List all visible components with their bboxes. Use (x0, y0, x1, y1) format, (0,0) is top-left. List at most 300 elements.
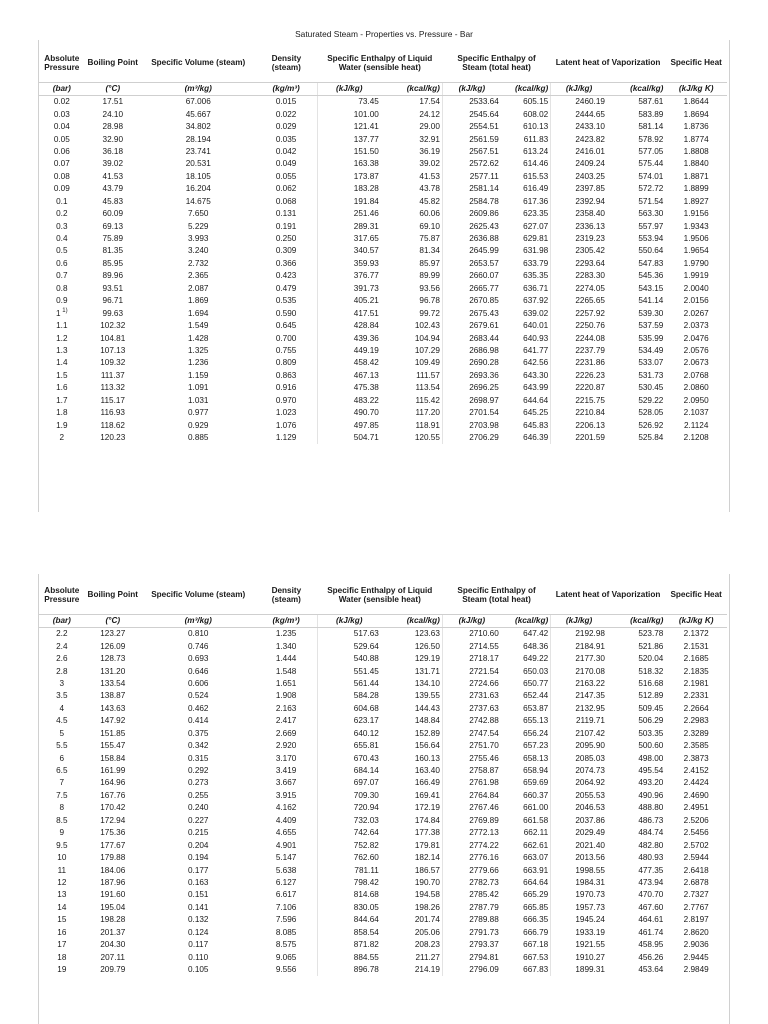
header-latent-heat: Latent heat of Vaporization (555, 58, 661, 67)
table-cell: 2.0860 (683, 383, 709, 393)
table-cell: 2.0476 (683, 333, 709, 343)
table-cell: 1.031 (187, 395, 209, 405)
table-cell: 2226.23 (551, 370, 607, 382)
table-cell: 1.8736 (683, 122, 709, 132)
table-row (39, 877, 727, 889)
table-cell: 627.07 (523, 221, 549, 231)
table-cell: 528.05 (638, 408, 664, 418)
table-cell: 0.746 (187, 641, 209, 651)
table-cell: 9.065 (275, 952, 297, 962)
table-cell: 543.15 (638, 283, 664, 293)
table-cell: 2653.57 (442, 258, 500, 270)
table-cell: 551.45 (317, 665, 381, 677)
table-cell: 2693.36 (442, 370, 500, 382)
table-cell: 608.02 (523, 109, 549, 119)
table-cell: 667.53 (523, 952, 549, 962)
table-cell: 156.64 (414, 741, 440, 751)
table-cell: 2206.13 (551, 419, 607, 431)
table-cell: 359.93 (317, 258, 381, 270)
table-cell: 0.9 (56, 296, 68, 306)
table-row (39, 258, 727, 270)
table-cell: 658.13 (523, 753, 549, 763)
table-cell: 2119.71 (551, 715, 607, 727)
table-cell: 2210.84 (551, 407, 607, 419)
table-cell: 490.70 (317, 407, 381, 419)
table-cell: 2192.98 (551, 628, 607, 641)
table-cell: 151.50 (317, 146, 381, 158)
table-cell: 2703.98 (442, 419, 500, 431)
table-cell: 640.12 (317, 728, 381, 740)
table-cell: 525.84 (638, 433, 664, 443)
table-cell: 516.68 (638, 678, 664, 688)
table-cell: 115.17 (100, 395, 125, 405)
table-cell: 2675.43 (442, 307, 500, 319)
table-cell: 138.87 (100, 691, 126, 701)
unit-cell: (kJ/kg) (442, 83, 500, 96)
table-cell: 639.02 (523, 308, 549, 318)
table-cell: 0.141 (187, 902, 209, 912)
table-body-bottom (39, 628, 727, 977)
table-cell: 2132.95 (551, 703, 607, 715)
table-cell: 118.62 (100, 420, 125, 430)
table-cell: 814.68 (317, 889, 381, 901)
table-cell: 163.38 (317, 158, 381, 170)
table-cell: 1.8 (56, 408, 68, 418)
table-cell: 0.07 (53, 159, 70, 169)
table-cell: 605.15 (523, 97, 549, 107)
table-cell: 391.73 (317, 283, 381, 295)
table-cell: 652.44 (523, 691, 549, 701)
table-cell: 161.99 (100, 766, 126, 776)
table-cell: 0.163 (187, 877, 209, 887)
table-cell: 209.79 (100, 965, 126, 975)
table-cell: 120.55 (414, 433, 440, 443)
table-cell: 2567.51 (442, 146, 500, 158)
table-cell: 0.08 (53, 171, 70, 181)
table-cell: 45.667 (185, 109, 211, 119)
table-cell: 155.47 (100, 741, 126, 751)
table-cell: 4.5 (56, 716, 68, 726)
table-cell: 896.78 (317, 964, 381, 976)
table-row (39, 951, 727, 963)
table-cell: 611.83 (523, 134, 549, 144)
table-row (39, 295, 727, 307)
table-row (39, 96, 727, 109)
unit-cell: (kcal/kg) (501, 615, 551, 628)
table-cell: 2774.22 (442, 839, 500, 851)
table-cell: 1.428 (187, 333, 209, 343)
table-body-top (39, 96, 727, 445)
table-cell: 2.1037 (683, 408, 709, 418)
table-cell: 584.28 (317, 690, 381, 702)
table-cell: 123.63 (414, 629, 440, 639)
table-cell: 520.04 (638, 654, 664, 664)
table-cell: 2793.37 (442, 939, 500, 951)
table-cell: 2584.78 (442, 196, 500, 208)
table-cell: 17.54 (419, 97, 440, 107)
table-row (39, 382, 727, 394)
table-cell: 535.99 (638, 333, 664, 343)
table-cell: 17.51 (102, 97, 124, 107)
table-cell: 41.53 (419, 171, 440, 181)
table-cell: 2055.53 (551, 790, 607, 802)
table-row (39, 839, 727, 851)
header-boiling-point: Boiling Point (87, 58, 139, 67)
table-cell: 490.96 (638, 790, 664, 800)
unit-cell: (kcal/kg) (381, 83, 443, 96)
table-cell: 467.13 (317, 370, 381, 382)
header-specific-volume: Specific Volume (steam) (151, 590, 246, 599)
table-cell: 781.11 (317, 864, 381, 876)
table-cell: 2.5944 (683, 853, 709, 863)
table-cell: 405.21 (317, 295, 381, 307)
table-cell: 2220.87 (551, 382, 607, 394)
table-cell: 147.92 (100, 716, 126, 726)
table-row (39, 245, 727, 257)
table-cell: 7.5 (56, 790, 68, 800)
table-cell: 177.38 (414, 828, 440, 838)
table-cell: 1.129 (275, 433, 297, 443)
table-cell: 633.79 (523, 258, 549, 268)
table-cell: 453.64 (638, 965, 664, 975)
table-cell: 1.340 (275, 641, 297, 651)
table-cell: 205.06 (414, 927, 440, 937)
table-cell: 2.3585 (683, 741, 709, 751)
table-cell: 640.93 (523, 333, 549, 343)
table-cell: 1.1 (56, 321, 68, 331)
table-cell: 509.45 (638, 703, 664, 713)
table-cell: 529.22 (638, 395, 664, 405)
table-cell: 0.414 (187, 716, 209, 726)
table-cell: 96.78 (419, 296, 440, 306)
table-row (39, 233, 727, 245)
table-cell: 167.76 (100, 790, 126, 800)
table-cell: 458.95 (638, 940, 664, 950)
table-cell: 2.8197 (683, 915, 709, 925)
table-cell: 4 (59, 703, 65, 713)
table-row (39, 407, 727, 419)
table-cell: 8.575 (275, 940, 297, 950)
table-cell: 0.755 (275, 345, 297, 355)
table-cell: 530.45 (638, 383, 664, 393)
table-cell: 6.127 (275, 877, 297, 887)
table-cell: 762.60 (317, 852, 381, 864)
table-cell: 537.59 (638, 321, 664, 331)
table-cell: 187.96 (100, 877, 126, 887)
table-cell: 89.96 (102, 271, 124, 281)
table-cell: 2.417 (275, 716, 297, 726)
table-cell: 666.35 (523, 915, 549, 925)
unit-cell: (bar) (39, 83, 85, 96)
table-cell: 0.05 (53, 134, 70, 144)
table-cell: 533.07 (638, 358, 664, 368)
table-cell: 539.30 (638, 308, 664, 318)
table-cell: 1970.73 (551, 889, 607, 901)
table-cell: 1.9506 (683, 234, 709, 244)
table-cell: 541.14 (638, 296, 664, 306)
table-cell: 0.2 (56, 209, 68, 219)
table-cell: 498.00 (638, 753, 664, 763)
table-cell: 113.32 (100, 383, 125, 393)
table-cell: 2758.87 (442, 765, 500, 777)
table-cell: 3.419 (275, 766, 297, 776)
table-cell: 663.91 (523, 865, 549, 875)
table-cell: 2787.79 (442, 902, 500, 914)
table-cell: 2.0040 (683, 283, 709, 293)
table-row (39, 740, 727, 752)
steam-table-bottom (39, 575, 727, 976)
table-cell: 89.99 (419, 271, 440, 281)
table-cell: 179.88 (100, 853, 126, 863)
table-cell: 2533.64 (442, 96, 500, 109)
table-row (39, 640, 727, 652)
table-cell: 2085.03 (551, 752, 607, 764)
unit-cell: (kJ/kg K) (665, 83, 727, 96)
table-cell: 0.863 (275, 370, 297, 380)
table-cell: 486.73 (638, 815, 664, 825)
table-cell: 2.365 (187, 271, 209, 281)
table-cell: 81.34 (419, 246, 440, 256)
table-cell: 0.191 (275, 221, 297, 231)
table-cell: 640.01 (523, 321, 549, 331)
table-cell: 174.84 (414, 815, 440, 825)
table-cell: 133.54 (100, 678, 126, 688)
table-cell: 166.49 (414, 778, 440, 788)
table-cell: 0.250 (275, 234, 297, 244)
table-cell: 2785.42 (442, 889, 500, 901)
table-cell: 198.26 (414, 902, 440, 912)
table-cell: 3.240 (187, 246, 209, 256)
table-cell: 160.13 (414, 753, 440, 763)
table-cell: 1.9 (56, 420, 68, 430)
table-cell: 662.61 (523, 840, 549, 850)
table-cell: 571.54 (638, 196, 664, 206)
table-cell: 643.30 (523, 370, 549, 380)
table-cell: 2177.30 (551, 653, 607, 665)
table-row (39, 889, 727, 901)
table-cell: 637.92 (523, 296, 549, 306)
table-cell: 1.2 (56, 333, 68, 343)
table-cell: 7.106 (275, 902, 297, 912)
table-cell: 2794.81 (442, 951, 500, 963)
table-cell: 109.32 (100, 358, 126, 368)
table-cell: 2064.92 (551, 777, 607, 789)
table-cell: 23.741 (185, 146, 211, 156)
table-cell: 656.24 (523, 728, 549, 738)
table-cell: 2791.73 (442, 927, 500, 939)
table-cell: 3.915 (275, 790, 297, 800)
header-pressure: Absolute Pressure (44, 585, 80, 604)
table-cell: 41.53 (102, 171, 124, 181)
table-cell: 32.90 (102, 134, 124, 144)
table-cell: 0.535 (275, 296, 297, 306)
table-cell: 461.74 (638, 927, 664, 937)
table-cell: 2698.97 (442, 395, 500, 407)
table-cell: 871.82 (317, 939, 381, 951)
table-cell: 211.27 (415, 952, 440, 962)
table-row (39, 133, 727, 145)
table-cell: 34.802 (185, 122, 211, 132)
table-cell: 2.8620 (683, 927, 709, 937)
table-cell: 1.235 (275, 629, 297, 639)
table-cell: 2029.49 (551, 827, 607, 839)
table-cell: 0.885 (187, 433, 209, 443)
table-row (39, 802, 727, 814)
unit-cell: (°C) (85, 615, 141, 628)
table-cell: 2.1981 (683, 678, 709, 688)
table-cell: 458.42 (317, 357, 381, 369)
table-row (39, 914, 727, 926)
table-cell: 169.41 (414, 790, 440, 800)
table-cell: 493.20 (638, 778, 664, 788)
table-cell: 340.57 (317, 245, 381, 257)
table-cell: 2244.08 (551, 332, 607, 344)
table-cell: 0.022 (275, 109, 297, 119)
table-cell: 2215.75 (551, 395, 607, 407)
table-cell: 20.531 (185, 159, 211, 169)
table-cell: 526.92 (638, 420, 664, 430)
table-row (39, 432, 727, 444)
table-cell: 504.71 (317, 432, 381, 444)
table-cell: 144.43 (414, 703, 440, 713)
table-cell: 1.8840 (683, 159, 709, 169)
table-cell: 2.7767 (683, 902, 709, 912)
table-cell: 2.4951 (683, 803, 709, 813)
table-cell: 2686.98 (442, 345, 500, 357)
table-cell: 0.423 (275, 271, 297, 281)
unit-cell: (kcal/kg) (501, 83, 551, 96)
table-cell: 60.09 (102, 209, 124, 219)
table-cell: 0.590 (275, 308, 297, 318)
table-cell: 575.44 (638, 159, 664, 169)
table-cell: 641.77 (523, 345, 549, 355)
table-cell: 7.596 (275, 915, 297, 925)
table-cell: 2.3289 (683, 728, 709, 738)
table-cell: 643.99 (523, 383, 549, 393)
table-cell: 798.42 (317, 877, 381, 889)
table-cell: 660.37 (523, 790, 549, 800)
table-cell: 0.693 (187, 654, 209, 664)
table-cell: 0.292 (187, 766, 209, 776)
table-cell: 96.71 (102, 296, 124, 306)
table-row (39, 108, 727, 120)
table-cell: 615.53 (523, 171, 549, 181)
table-cell: 1.236 (187, 358, 209, 368)
table-cell: 16 (57, 927, 67, 937)
table-cell: 2231.86 (551, 357, 607, 369)
table-cell: 5.5 (56, 741, 68, 751)
table-cell: 1.651 (275, 678, 297, 688)
table-cell: 2625.43 (442, 220, 500, 232)
table-cell: 139.55 (414, 691, 440, 701)
table-cell: 550.64 (638, 246, 664, 256)
table-cell: 2.9445 (683, 952, 709, 962)
table-cell: 475.38 (317, 382, 381, 394)
unit-cell: (kg/m³) (256, 83, 318, 96)
table-row (39, 357, 727, 369)
table-cell: 1.091 (187, 383, 209, 393)
table-cell: 635.35 (523, 271, 549, 281)
table-cell: 5.229 (187, 221, 209, 231)
table-cell: 1.9919 (683, 271, 709, 281)
unit-cell: (m³/kg) (141, 83, 256, 96)
table-cell: 24.10 (102, 109, 124, 119)
table-cell: 0.117 (188, 940, 209, 950)
unit-cell: (kg/m³) (256, 615, 318, 628)
table-cell: 0.3 (56, 221, 68, 231)
table-cell: 646.39 (523, 433, 549, 443)
table-cell: 521.86 (638, 641, 664, 651)
table-cell: 0.810 (187, 629, 209, 639)
table-cell: 2742.88 (442, 715, 500, 727)
table-cell: 1910.27 (551, 951, 607, 963)
table-cell: 2.9036 (683, 940, 709, 950)
table-cell: 2769.89 (442, 815, 500, 827)
table-cell: 2423.82 (551, 133, 607, 145)
table-cell: 126.50 (414, 641, 440, 651)
table-cell: 6.5 (56, 766, 68, 776)
table-cell: 483.22 (317, 395, 381, 407)
table-cell: 2013.56 (551, 852, 607, 864)
table-cell: 5 (59, 728, 65, 738)
table-cell: 577.05 (638, 146, 664, 156)
table-cell: 2721.54 (442, 665, 500, 677)
table-cell: 0.06 (53, 146, 70, 156)
table-cell: 2.1685 (683, 654, 709, 664)
unit-cell: (bar) (39, 615, 85, 628)
table-cell: 93.51 (102, 283, 124, 293)
table-cell: 0.479 (275, 283, 297, 293)
table-cell: 0.6 (56, 258, 68, 268)
table-cell: 1957.73 (551, 902, 607, 914)
table-cell: 0.015 (275, 97, 297, 107)
table-cell: 2250.76 (551, 320, 607, 332)
table-cell: 657.23 (523, 741, 549, 751)
table-cell: 2747.54 (442, 728, 500, 740)
table-row (39, 345, 727, 357)
table-row (39, 678, 727, 690)
table-cell: 2.6878 (683, 877, 709, 887)
table-cell: 2416.01 (551, 146, 607, 158)
table-cell: 2336.13 (551, 220, 607, 232)
table-cell: 534.49 (638, 345, 664, 355)
table-cell: 531.73 (638, 370, 664, 380)
table-cell: 118.91 (415, 420, 440, 430)
table-cell: 164.96 (100, 778, 126, 788)
table-row (39, 927, 727, 939)
table-cell: 158.84 (100, 753, 126, 763)
table-cell: 2554.51 (442, 121, 500, 133)
table-cell: 2690.28 (442, 357, 500, 369)
table-cell: 2.1372 (683, 629, 709, 639)
table-cell: 60.06 (419, 209, 440, 219)
table-cell: 152.89 (414, 728, 440, 738)
table-cell: 642.56 (523, 358, 549, 368)
table-cell: 650.03 (523, 666, 549, 676)
table-cell: 0.916 (275, 383, 297, 393)
table-cell: 2.4690 (683, 790, 709, 800)
table-cell: 540.88 (317, 653, 381, 665)
table-cell: 24.12 (419, 109, 440, 119)
table-cell: 742.64 (317, 827, 381, 839)
header-density: Density (steam) (271, 585, 302, 604)
table-cell: 207.11 (100, 952, 125, 962)
table-cell: 2.4 (56, 641, 68, 651)
table-cell: 0.375 (187, 728, 209, 738)
table-cell: 2776.16 (442, 852, 500, 864)
table-cell: 587.61 (638, 97, 664, 107)
table-cell: 0.606 (187, 678, 209, 688)
